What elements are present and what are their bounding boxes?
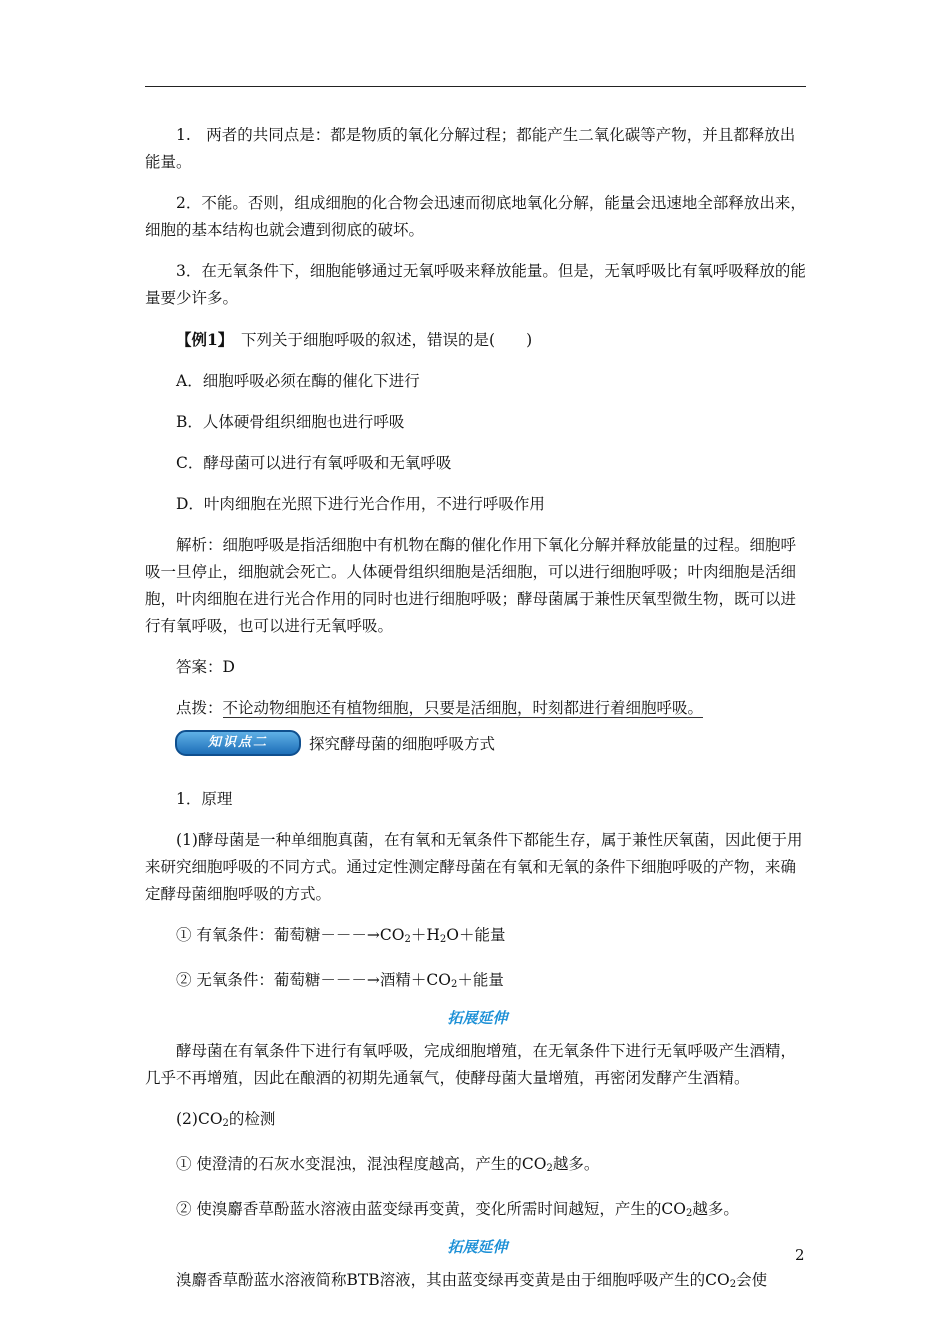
option-c: C．酵母菌可以进行有氧呼吸和无氧呼吸 xyxy=(176,454,452,472)
page-content xyxy=(145,122,810,1312)
co2-heading-text-2: 的检测 xyxy=(228,1110,276,1128)
extension-body-2 xyxy=(145,1267,810,1298)
co2-heading-text: (2)CO xyxy=(176,1110,223,1128)
co2-method-1-text: ① 使澄清的石灰水变混浊，混浊程度越高，产生的CO xyxy=(176,1155,547,1173)
co2-heading xyxy=(176,1106,810,1137)
answer-1: 1. 两者的共同点是：都是物质的氧化分解过程；都能产生二氧化碳等产物，并且都释放出能量。 xyxy=(145,126,796,171)
knowledge-point-badge: 知识点二 xyxy=(175,730,301,756)
extension-body-2-text-2: 会使 xyxy=(736,1271,768,1289)
page-number: 2 xyxy=(795,1246,805,1264)
answer: 答案：D xyxy=(176,658,235,676)
subscript: 2 xyxy=(404,934,411,945)
equation-aerobic-text-3: O＋能量 xyxy=(446,926,506,944)
example-tag: 【例1】 xyxy=(176,330,226,349)
subscript: 2 xyxy=(450,979,458,990)
co2-method-2-text: ② 使溴麝香草酚蓝水溶液由蓝变绿再变黄，变化所需时间越短，产生的CO xyxy=(176,1200,686,1218)
knowledge-point-header xyxy=(175,730,810,756)
answer-3: 3．在无氧条件下，细胞能够通过无氧呼吸来释放能量。但是，无氧呼吸比有氧呼吸释放的能量要少许多。 xyxy=(145,262,806,307)
knowledge-point-title: 探究酵母菌的细胞呼吸方式 xyxy=(309,735,496,753)
extension-body-2-text: 溴麝香草酚蓝水溶液简称BTB溶液，其由蓝变绿再变黄是由于细胞呼吸产生的CO xyxy=(176,1271,730,1289)
co2-method-1-text-2: 越多。 xyxy=(552,1155,600,1173)
example-question-text: 下列关于细胞呼吸的叙述，错误的是( ) xyxy=(225,331,533,349)
tip xyxy=(176,695,810,722)
principle-paragraph: (1)酵母菌是一种单细胞真菌，在有氧和无氧条件下都能生存，属于兼性厌氧菌，因此便于用来研究细胞呼吸的不同方式。通过定性测定酵母菌在有氧和无氧的条件下细胞呼吸的产物，来确定酵母菌细胞呼吸的方式。 xyxy=(145,831,803,903)
equation-anaerobic-text: ② 无氧条件：葡萄糖－－－→酒精＋CO xyxy=(176,971,451,989)
header-rule xyxy=(145,86,806,87)
subscript: 2 xyxy=(729,1279,737,1290)
subscript: 2 xyxy=(686,1208,693,1219)
subscript: 2 xyxy=(546,1163,553,1174)
co2-method-2-text-2: 越多。 xyxy=(692,1200,739,1218)
equation-aerobic-text-2: ＋H xyxy=(410,926,440,944)
equation-anaerobic xyxy=(176,967,810,998)
subscript: 2 xyxy=(439,934,447,945)
extension-body-1: 酵母菌在有氧条件下进行有氧呼吸，完成细胞增殖，在无氧条件下进行无氧呼吸产生酒精，几乎不再增殖，因此在酿酒的初期先通氧气，使酵母菌大量增殖，再密闭发酵产生酒精。 xyxy=(145,1042,797,1087)
analysis: 解析：细胞呼吸是指活细胞中有机物在酶的催化作用下氧化分解并释放能量的过程。细胞呼吸一旦停止，细胞就会死亡。人体硬骨组织细胞是活细胞，可以进行细胞呼吸；叶肉细胞是活细胞，叶肉细胞在进行光合作用的同时也进行细胞呼吸；酵母菌属于兼性厌氧型微生物，既可以进行有氧呼吸，也可以进行无氧呼吸。 xyxy=(145,536,797,635)
extension-title-2: 拓展延伸 xyxy=(447,1238,508,1256)
subscript: 2 xyxy=(222,1118,229,1129)
equation-aerobic xyxy=(176,922,810,953)
tip-label: 点拨： xyxy=(176,699,223,717)
equation-anaerobic-text-2: ＋能量 xyxy=(457,971,504,989)
answer-2: 2．不能。否则，组成细胞的化合物会迅速而彻底地氧化分解，能量会迅速地全部释放出来，细胞的基本结构也就会遭到彻底的破坏。 xyxy=(145,194,806,239)
option-d: D．叶肉细胞在光照下进行光合作用，不进行呼吸作用 xyxy=(176,495,545,513)
tip-body: 不论动物细胞还有植物细胞，只要是活细胞，时刻都进行着细胞呼吸。 xyxy=(222,699,704,717)
co2-method-1 xyxy=(176,1151,810,1182)
option-b: B．人体硬骨组织细胞也进行呼吸 xyxy=(176,413,405,431)
option-a: A．细胞呼吸必须在酶的催化下进行 xyxy=(176,372,420,390)
extension-title-1: 拓展延伸 xyxy=(447,1009,508,1027)
principle-heading: 1．原理 xyxy=(176,790,233,808)
co2-method-2 xyxy=(176,1196,810,1227)
example-question xyxy=(176,326,810,354)
equation-aerobic-text: ① 有氧条件：葡萄糖－－－→CO xyxy=(176,926,405,944)
